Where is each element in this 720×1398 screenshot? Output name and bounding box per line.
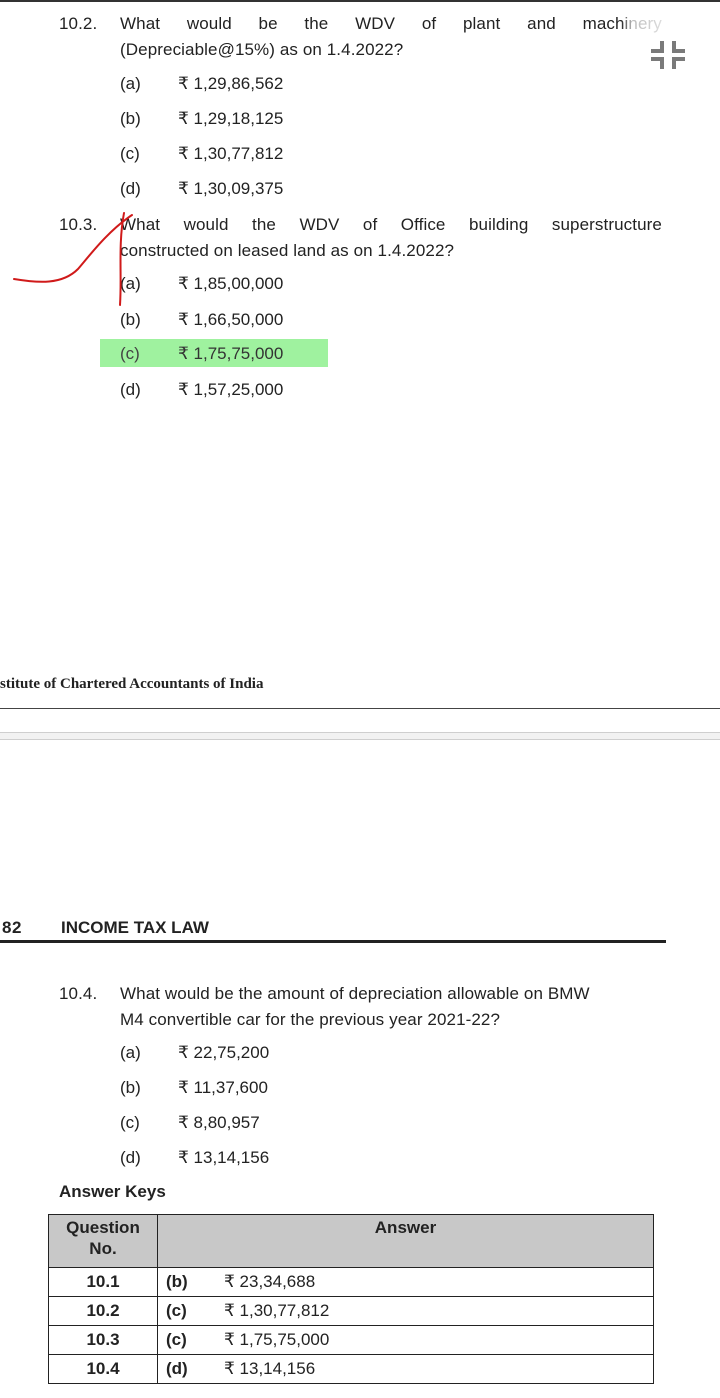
option-letter: (b) (120, 1078, 141, 1097)
option-c (0, 1111, 720, 1135)
header-title: INCOME TAX LAW (61, 918, 209, 937)
answer-keys-heading: Answer Keys (59, 1182, 166, 1201)
answer-value: ₹ 1,75,75,000 (224, 1330, 330, 1349)
answer-keys-table (48, 1214, 654, 1384)
option-letter: (a) (120, 74, 141, 93)
word: plant (463, 14, 501, 33)
word: WDV (299, 215, 340, 234)
question-line-1: What would be the amount of depreciation allowable on BMW (120, 984, 590, 1003)
answer-value: ₹ 13,14,156 (224, 1359, 316, 1378)
word-machinery: machinery (583, 11, 662, 37)
option-a (0, 1041, 720, 1065)
answer-cell (158, 1355, 654, 1384)
table-row (49, 1355, 654, 1384)
answer-letter: (b) (166, 1272, 188, 1291)
table-header-row (49, 1215, 654, 1268)
table-row (49, 1297, 654, 1326)
col-answer-header: Answer (158, 1215, 654, 1268)
answer-value: ₹ 1,30,77,812 (224, 1301, 330, 1320)
question-number: 10.3. (59, 215, 98, 234)
option-a (0, 72, 720, 96)
word: Office (400, 215, 446, 234)
question-line-1 (120, 11, 662, 37)
question-number: 10.2. (59, 14, 98, 33)
option-value: ₹ 8,80,957 (178, 1113, 260, 1132)
option-letter: (d) (120, 380, 141, 399)
option-value: ₹ 1,29,18,125 (178, 109, 284, 128)
answer-cell (158, 1297, 654, 1326)
option-c-highlighted (0, 342, 720, 366)
question-number: 10.4. (59, 984, 98, 1003)
option-c (0, 142, 720, 166)
header-rule (0, 940, 666, 943)
question-line-2: M4 convertible car for the previous year 2021-22? (120, 1010, 501, 1029)
page-bottom-rule (0, 708, 720, 709)
word: building (469, 215, 529, 234)
question-line-2: (Depreciable@15%) as on 1.4.2022? (120, 40, 404, 59)
option-d (0, 1146, 720, 1170)
question-cell: 10.3 (49, 1326, 158, 1355)
option-value: ₹ 22,75,200 (178, 1043, 270, 1062)
question-cell: 10.4 (49, 1355, 158, 1384)
page-separator (0, 732, 720, 740)
option-b (0, 107, 720, 131)
answer-cell (158, 1326, 654, 1355)
word: of (362, 215, 378, 234)
exit-fullscreen-icon[interactable] (648, 38, 688, 72)
option-b (0, 1076, 720, 1100)
page-number: 82 (2, 918, 22, 937)
word: the (252, 215, 276, 234)
option-letter: (b) (120, 310, 141, 329)
word: of (421, 14, 437, 33)
word: the (304, 14, 329, 33)
question-cell: 10.1 (49, 1268, 158, 1297)
answer-value: ₹ 23,34,688 (224, 1272, 316, 1291)
question-line-2: constructed on leased land as on 1.4.2022? (120, 241, 455, 260)
option-letter: (b) (120, 109, 141, 128)
word: would (183, 215, 229, 234)
option-value: ₹ 1,57,25,000 (178, 380, 284, 399)
answer-letter: (c) (166, 1301, 187, 1320)
answer-letter: (c) (166, 1330, 187, 1349)
option-value: ₹ 1,29,86,562 (178, 74, 284, 93)
option-value: ₹ 11,37,600 (178, 1078, 268, 1097)
option-value: ₹ 1,30,09,375 (178, 179, 284, 198)
word: What (120, 215, 161, 234)
table-row (49, 1268, 654, 1297)
table-row (49, 1326, 654, 1355)
option-d (0, 378, 720, 402)
top-border (0, 0, 720, 2)
word: and (527, 14, 556, 33)
page-footer: stitute of Chartered Accountants of India (0, 676, 264, 692)
answer-cell (158, 1268, 654, 1297)
option-value: ₹ 1,75,75,000 (178, 344, 284, 363)
option-letter: (c) (120, 1113, 140, 1132)
option-value: ₹ 1,85,00,000 (178, 274, 284, 293)
option-letter: (d) (120, 179, 141, 198)
option-letter: (c) (120, 144, 140, 163)
option-d (0, 177, 720, 201)
question-cell: 10.2 (49, 1297, 158, 1326)
option-value: ₹ 1,30,77,812 (178, 144, 284, 163)
word: be (258, 14, 278, 33)
option-letter: (d) (120, 1148, 141, 1167)
word: would (186, 14, 232, 33)
option-value: ₹ 13,14,156 (178, 1148, 270, 1167)
word: superstructure (551, 215, 662, 234)
word: WDV (355, 14, 396, 33)
question-line-1 (120, 212, 662, 238)
option-letter: (c) (120, 344, 140, 363)
answer-letter: (d) (166, 1359, 188, 1378)
option-value: ₹ 1,66,50,000 (178, 310, 284, 329)
col-question-header: Question No. (49, 1215, 158, 1268)
option-letter: (a) (120, 274, 141, 293)
option-letter: (a) (120, 1043, 141, 1062)
word: What (120, 14, 161, 33)
pen-annotation (0, 205, 170, 315)
